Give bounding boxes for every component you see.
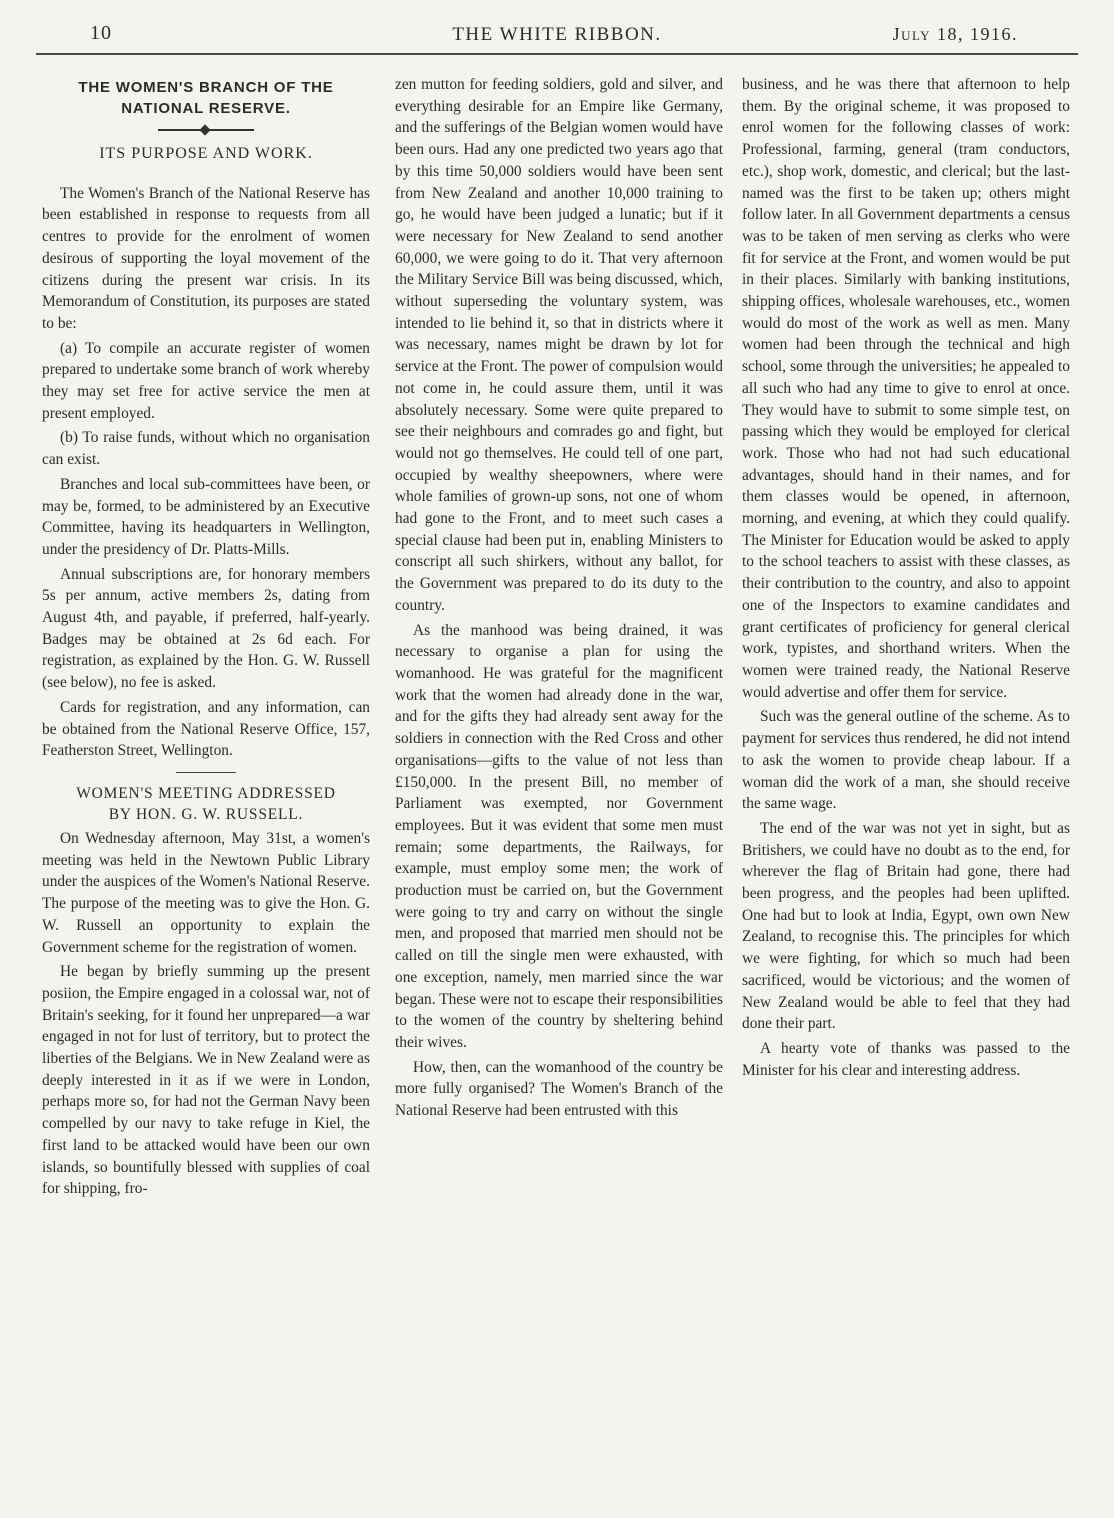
meeting-heading-line1: WOMEN'S MEETING ADDRESSED (76, 784, 336, 802)
article-paragraph: The end of the war was not yet in sight, but as Britishers, we could have no doubt as to the end, for wherever the flag of Britain had gone, there had been progress, and the peoples had been uplifted. One had but to look at India, Egypt, own own New Zealand, to recognise this. The principles for which we were fighting, for which so much had been sacrificed, would be victorious; and the women of New Zealand would be able to feel that they had done their part. (742, 819, 1070, 1033)
article-paragraph: Annual subscriptions are, for honorary members 5s per annum, active members 2s, dating from August 4th, and payable, if preferred, half-yearly. Badges may be obtained at 2s 6d each. For registration, as explained by the Hon. G. W. Russell (see below), no fee is asked. (42, 565, 370, 692)
column-3 (742, 74, 1070, 1084)
issue-date: July 18, 1916. (892, 24, 1018, 44)
article-paragraph: Such was the general outline of the scheme. As to payment for services thus rendered, he did not intend to ask the women to provide cheap labour. If a woman did the work of a man, she should receive the same wage. (742, 708, 1070, 813)
page-number: 10 (90, 22, 112, 44)
article-subtitle: ITS PURPOSE AND WORK. (99, 145, 313, 162)
column-2 (395, 74, 723, 1125)
title-ornament (158, 125, 254, 135)
article-paragraph: How, then, can the womanhood of the country be more fully organised? The Women's Branch of the National Reserve had been entrusted with this (395, 1058, 723, 1120)
article-paragraph: (a) To compile an accurate register of women prepared to undertake some branch of work whereby they may set free for active service the men at present employed. (42, 339, 370, 422)
meeting-heading-line2: BY HON. G. W. RUSSELL. (108, 805, 304, 823)
article-paragraph: Cards for registration, and any information, can be obtained from the National Reserve Office, 157, Featherston Street, Wellington. (42, 698, 370, 760)
article-paragraph-continued: business, and he was there that afternoon to help them. By the original scheme, it was proposed to enrol women for the following classes of work: Professional, farming, general (tram conductors, etc.), shop work, domestic, and clerical; but the last-named was the first to be taken up; others might follow later. In all Government departments a census was to be taken of men serving as clerks who were fit for service at the Front, and women would be put in their places. Similarly with banking institutions, shipping offices, wholesale warehouses, etc., women would do most of the work as well as men. Many women had been through the technical and high school, some through the universities; he appealed to all such who had any time to give to enrol at once. They would have to submit to some simple test, on passing which they would be employed for clerical work. Those who had not had such educational advantages, should hand in their names, and for them classes would be opened, in afternoon, morning, and evening, at which they could qualify. The Minister for Education would be asked to apply to the school teachers to assist with these classes, as their contribution to the country, and also to appoint one of the Inspectors to examine candidates and grant certificates of proficiency for general clerical work, typistes, and shorthand writers. When the women were trained ready, the National Reserve would advertise and offer them for service. (742, 76, 1070, 701)
article-title: THE WOMEN'S BRANCH OF THE NATIONAL RESERVE. (78, 79, 334, 117)
article-paragraph-continued: zen mutton for feeding soldiers, gold and silver, and everything desirable for an Empire like Germany, and the sufferings of the Belgian women would have been ours. Had any one predicted two years ago that by this time 50,000 soldiers would have been sent from New Zealand and another 10,000 training to go, he would have been judged a lunatic; but if it were necessary for New Zealand to send another 60,000, we were going to do it. That very afternoon the Military Service Bill was being discussed, which, without superseding the voluntary system, was intended to lie behind it, so that in districts where it was necessary, names might be drawn by lot for service at the Front. The power of compulsion would not come in, he could assure them, until it was absolutely necessary. Some were quite prepared to see their neighbours and comrades go and fight, but would not go themselves. He could tell of one part, occupied by wealthy sheepowners, where were whole families of grown-up sons, not one of whom had gone to the Front, and to meet such cases a special clause had been put in, enabling Ministers to conscript all such shirkers, without any ballot, for the Government was prepared to do its duty to the country. (395, 76, 723, 614)
column-1 (42, 74, 370, 1203)
article-paragraph: As the manhood was being drained, it was necessary to organise a plan for using the womanhood. He was grateful for the magnificent work that the women had already done in the war, and for the gifts they had already sent away for the soldiers in connection with the Red Cross and other organisations—gifts to the value of not less than £150,000. In the present Bill, no member of Parliament was exempted, nor Government employees. But it was evident that some men must remain; some departments, the Railways, for example, must employ some men; the work of production must be carried on, but the Government were going to try and carry on without the single men, and proposed that married men should not be called on till the single men were exhausted, with one exception, namely, men married since the war began. These were not to escape their responsibilities to the women of the country by sheltering behind their wives. (395, 621, 723, 1051)
article-paragraph: He began by briefly summing up the present posiion, the Empire engaged in a colossal war, not of Britain's seeking, for it found her unprepared—a war engaged in not for lust of territory, but to protect the liberties of the Belgians. We in New Zealand were as deeply interested in it as if we were in London, perhaps more so, for had not the German Navy been compelled by our navy to take refuge in Kiel, the first land to be attacked would have been our own islands, so bountifully blessed with supplies of coal for shipping, fro- (42, 963, 370, 1198)
section-divider (176, 772, 236, 773)
article-paragraph: Branches and local sub-committees have been, or may be, formed, to be administered by an Executive Committee, having its headquarters in Wellington, under the presidency of Dr. Platts-Mills. (42, 475, 370, 558)
meeting-heading (42, 783, 370, 825)
article-paragraph: (b) To raise funds, without which no organisation can exist. (42, 429, 370, 469)
header-rule (36, 53, 1078, 55)
publication-title: THE WHITE RIBBON. (452, 24, 662, 45)
article-paragraph: On Wednesday afternoon, May 31st, a women's meeting was held in the Newtown Public Library under the auspices of the Women's National Reserve. The purpose of the meeting was to give the Hon. G. W. Russell an opportunity to explain the Government scheme for the registration of women. (42, 829, 370, 956)
page-header (0, 22, 1114, 52)
article-paragraph: A hearty vote of thanks was passed to the Minister for his clear and interesting address. (742, 1039, 1070, 1079)
article-paragraph: The Women's Branch of the National Reserve has been established in response to requests from all centres to provide for the enrolment of women desirous of supporting the loyal movement of the citizens during the present war crisis. In its Memorandum of Constitution, its purposes are stated to be: (42, 184, 370, 332)
